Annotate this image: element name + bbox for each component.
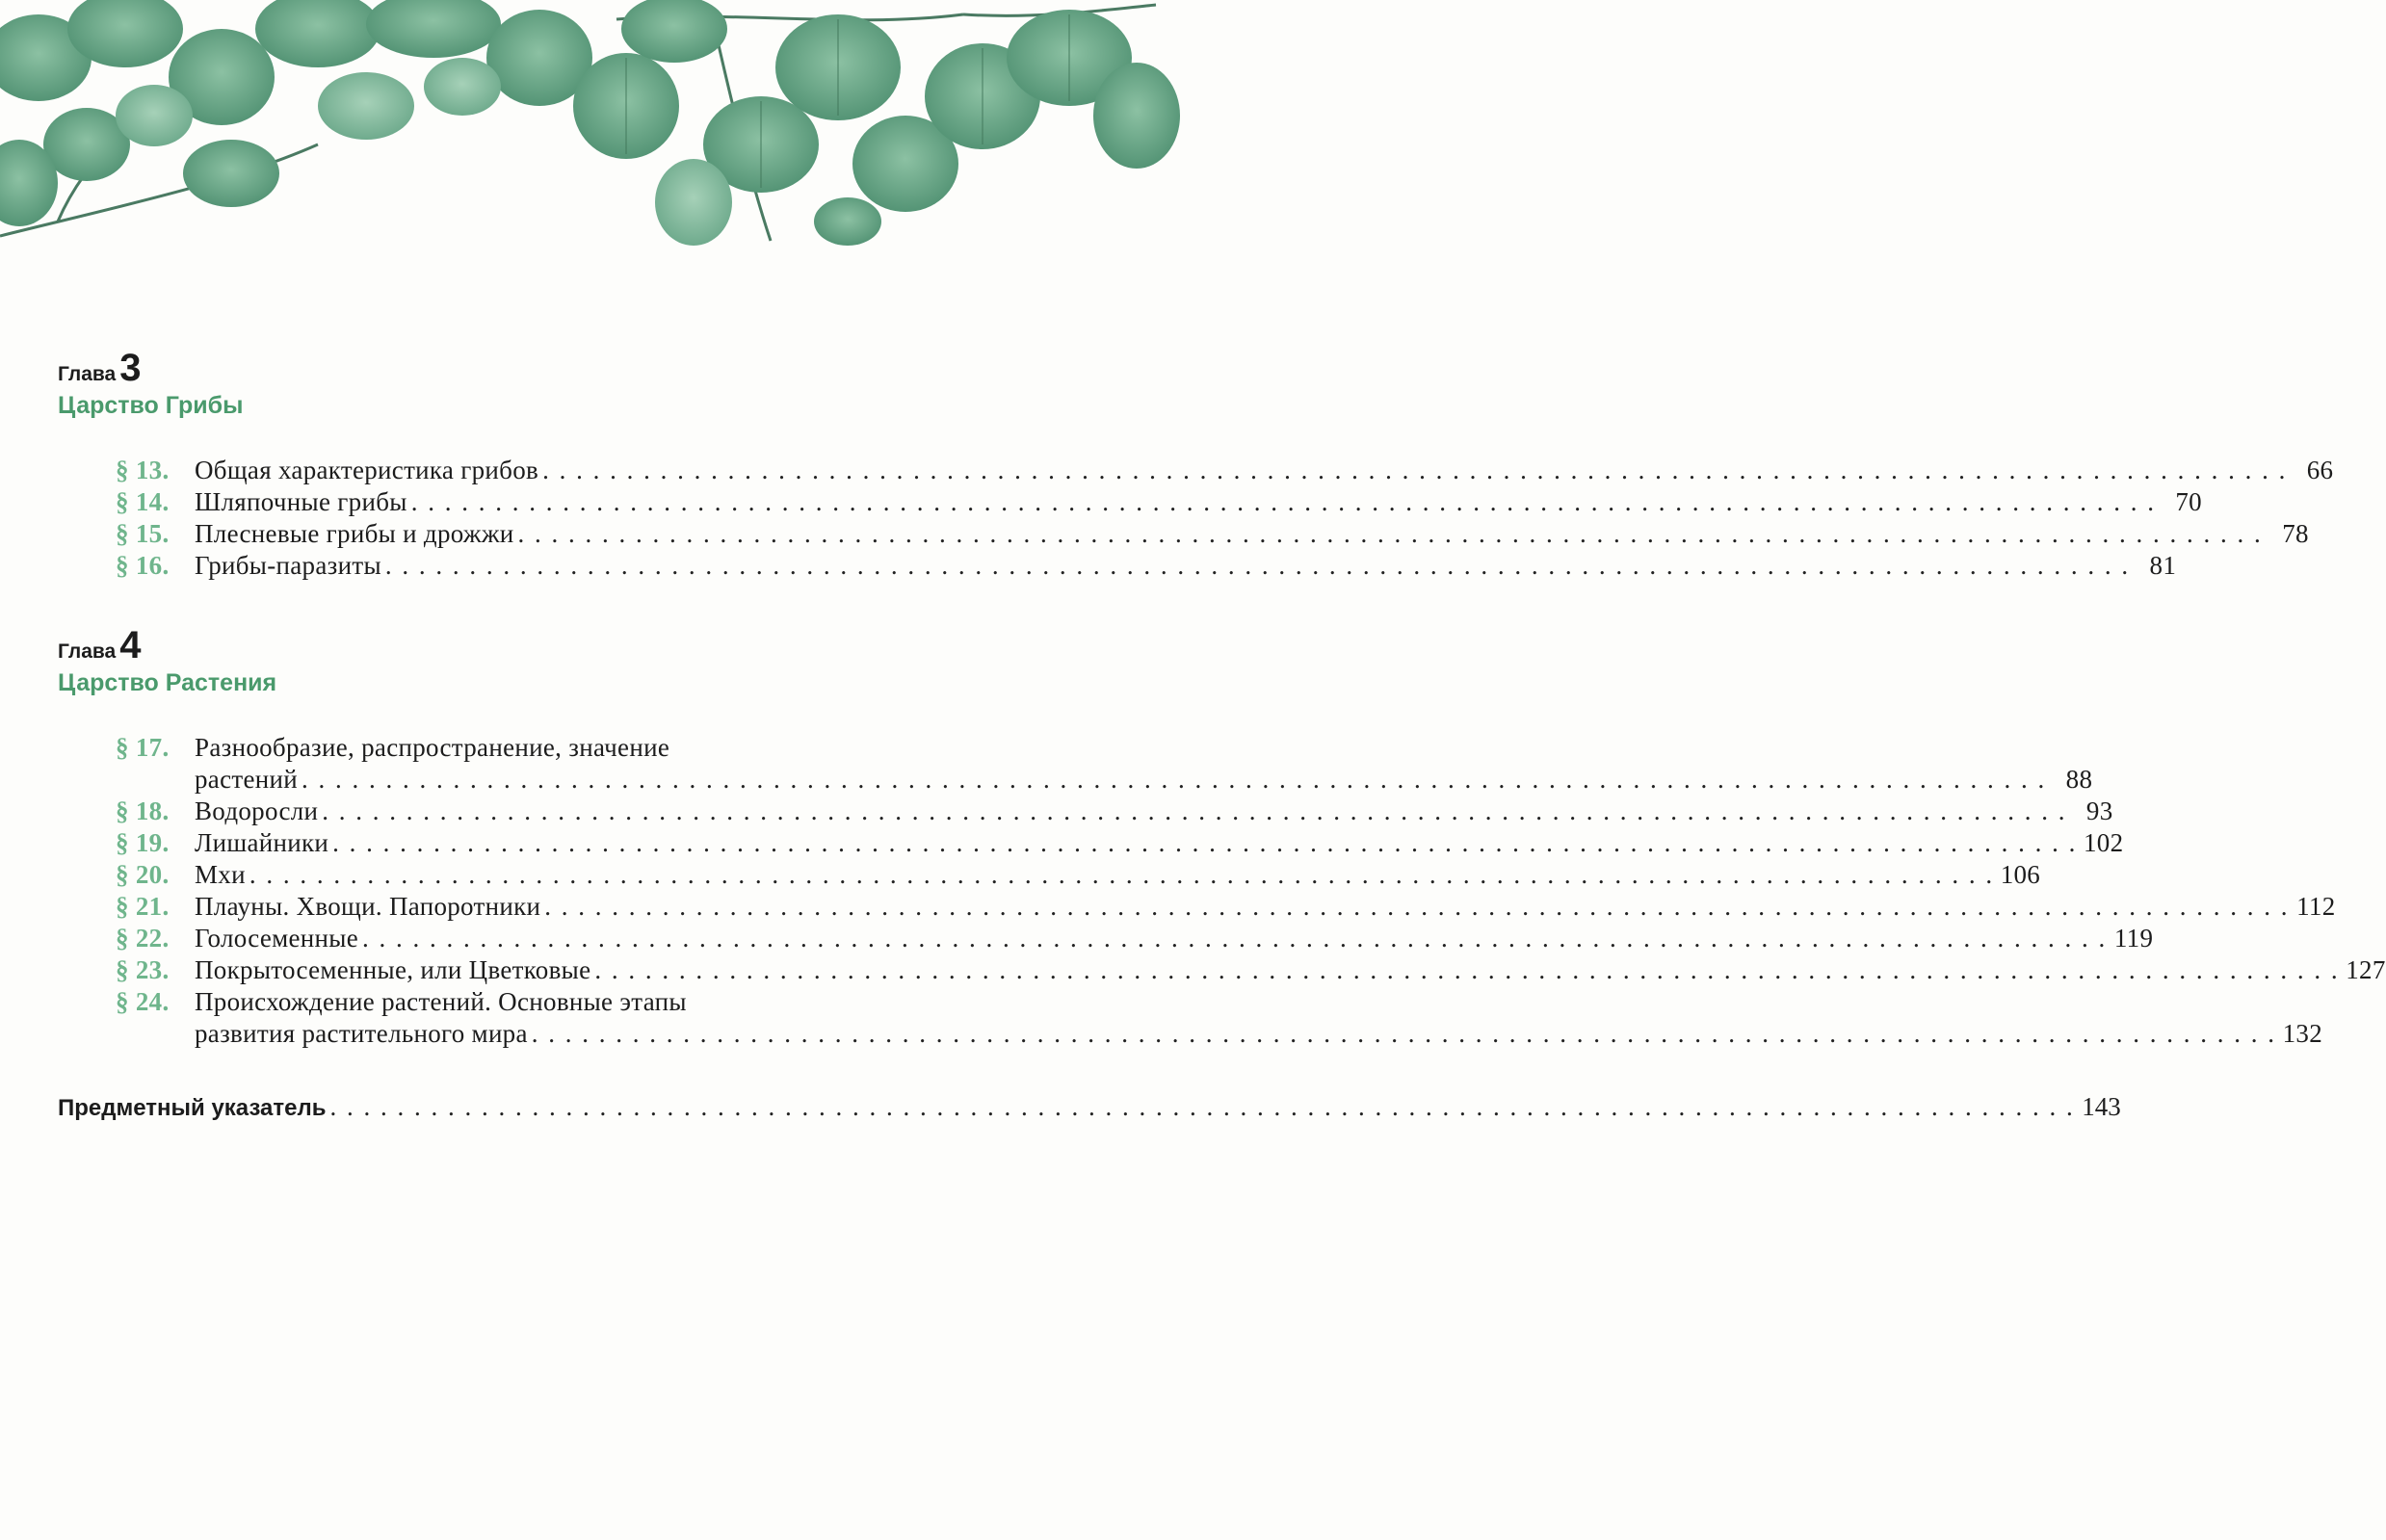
entry-line [195,550,2176,582]
dot-leader [542,455,2287,486]
paragraph-number: § 15. [116,519,170,548]
dot-leader [302,764,2046,796]
toc-entry[interactable] [116,891,2336,923]
paragraph-number: § 23. [116,955,170,984]
entry-title: Голосеменные [195,924,359,953]
chapter-title: Царство Растения [58,669,277,696]
entry-title: Мхи [195,860,246,889]
chapter-title: Царство Грибы [58,392,244,419]
toc-entry[interactable] [116,859,2041,891]
toc-entry[interactable] [116,796,2113,827]
page-number: 78 [2282,519,2309,548]
birch-leaves-banner-icon [0,0,1156,289]
entry-line [195,827,2123,859]
paragraph-number: § 19. [116,828,170,857]
entry-line [195,764,2092,796]
entry-line [195,923,2153,954]
chapter-section [58,347,2334,582]
entry-line [195,518,2309,550]
entry-title: развития растительного мира [195,1019,528,1048]
entry-title: Покрытосеменные, или Цветковые [195,955,591,984]
chapter-number: 4 [119,624,142,666]
paragraph-number: § 24. [116,987,170,1016]
entry-line [195,891,2336,923]
index-entry[interactable] [58,1092,2121,1122]
entry-line [195,732,2092,764]
entry-body [195,455,2333,486]
paragraph-number: § 21. [116,892,170,921]
dot-leader [594,954,2339,986]
page-number: 70 [2175,487,2202,516]
entry-body [195,796,2113,827]
toc-entry[interactable] [116,827,2124,859]
entry-line [195,859,2040,891]
paragraph-number: § 17. [116,733,170,762]
table-of-contents [58,347,2386,1122]
chapter-section [58,624,2386,1050]
entry-list [116,732,2386,1050]
page-number: 127 [2346,955,2386,984]
dot-leader [532,1018,2276,1050]
chapter-word: Глава [58,640,117,663]
page-number: 93 [2085,796,2113,825]
entry-list [116,455,2334,582]
dot-leader [322,796,2066,827]
entry-title: Плауны. Хвощи. Папоротники [195,892,541,921]
entry-line [195,486,2202,518]
entry-title: Шляпочные грибы [195,487,407,516]
index-label: Предметный указатель [58,1095,327,1121]
dot-leader [518,518,2263,550]
page-number: 112 [2296,892,2336,921]
entry-title: Общая характеристика грибов [195,456,539,484]
entry-line [195,1018,2322,1050]
paragraph-number: § 16. [116,551,170,580]
page-number: 119 [2113,924,2154,953]
entry-title: Происхождение растений. Основные этапы [195,987,687,1016]
toc-entry[interactable] [116,954,2386,986]
entry-body [195,486,2202,518]
chapter-number: 3 [119,347,142,389]
page-number: 132 [2282,1019,2323,1048]
entry-body [195,550,2176,582]
paragraph-number: § 13. [116,456,170,484]
dot-leader [249,859,1994,891]
entry-body [195,891,2336,923]
dot-leader [544,891,2289,923]
chapter-heading [58,347,1040,390]
chapter-heading [58,624,1040,667]
page-number: 88 [2065,765,2093,794]
entry-title: растений [195,765,298,794]
toc-entry[interactable] [116,550,2177,582]
entry-body [195,732,2092,796]
entry-line [195,796,2113,827]
entry-line [195,986,2322,1018]
paragraph-number: § 22. [116,924,170,953]
entry-title: Водоросли [195,796,319,825]
paragraph-number: § 14. [116,487,170,516]
dot-leader [330,1092,2075,1122]
dot-leader [385,550,2130,582]
entry-body [195,954,2386,986]
toc-entry[interactable] [116,732,2093,796]
entry-body [195,986,2322,1050]
dot-leader [332,827,2077,859]
page-number: 66 [2306,456,2334,484]
entry-body [195,518,2309,550]
dot-leader [411,486,2156,518]
entry-title: Разнообразие, распространение, значение [195,733,670,762]
toc-entry[interactable] [116,518,2309,550]
entry-title: Лишайники [195,828,329,857]
paragraph-number: § 20. [116,860,170,889]
toc-entry[interactable] [116,486,2202,518]
dot-leader [362,923,2107,954]
page-number: 102 [2084,828,2124,857]
toc-entry[interactable] [116,923,2154,954]
entry-title: Плесневые грибы и дрожжи [195,519,514,548]
entry-body [195,859,2040,891]
entry-body [195,827,2123,859]
toc-entry[interactable] [116,455,2334,486]
entry-title: Грибы-паразиты [195,551,381,580]
page-number: 81 [2149,551,2177,580]
entry-line [195,455,2333,486]
page-number: 106 [2000,860,2041,889]
entry-line [195,954,2386,986]
entry-body [195,923,2153,954]
page-number: 143 [2082,1092,2121,1121]
toc-entry[interactable] [116,986,2323,1050]
paragraph-number: § 18. [116,796,170,825]
chapter-word: Глава [58,363,117,385]
